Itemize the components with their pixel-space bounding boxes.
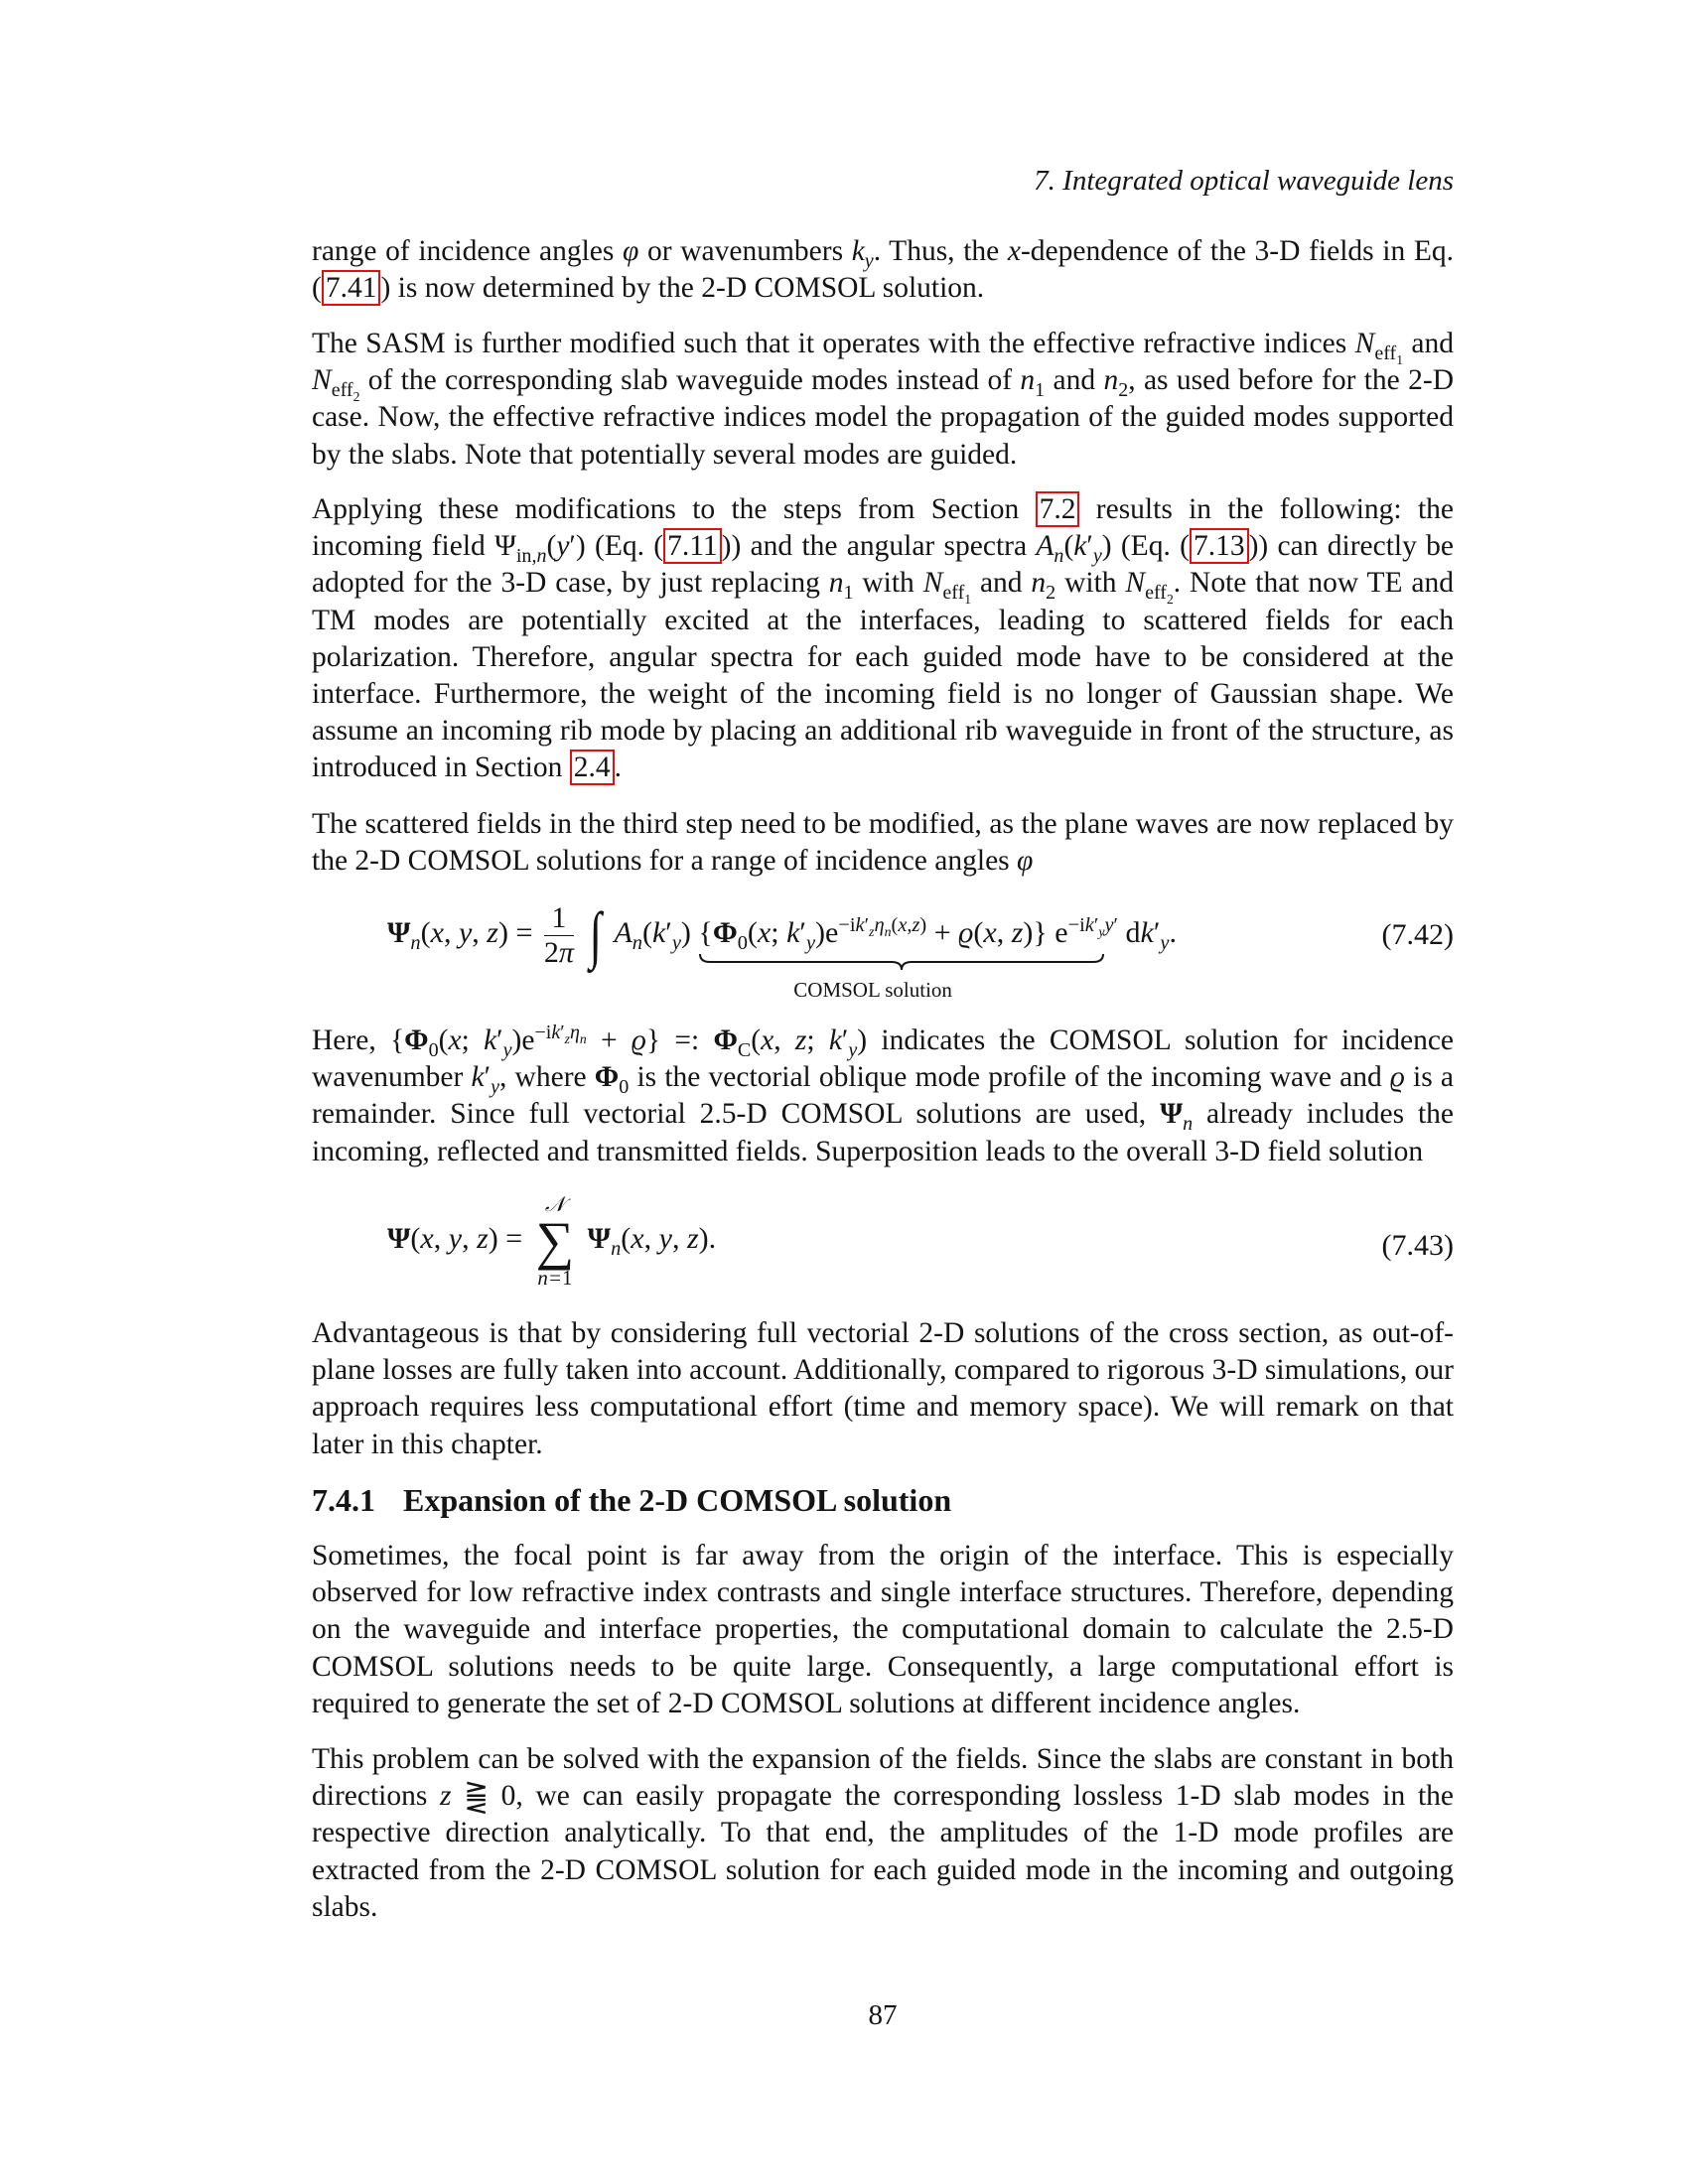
paragraph-3: Applying these modifications to the steps from Section 7.2 results in the following: the incoming field $\Psi_{in,n}(y')$ (Eq. ( 7.11 )) and the angular spectra $A_n(k'_y)$ (Eq. ( 7.13 )) can directly be adopted for the 3-D case, by just replacing $n_1$ with $N_{eff_1}$ and $n_2$ with $N_{eff_2}$. Note that now TE and TM modes are potentially excited at the interfaces, leading to scattered fields for each polarization. Therefore, angular spectra for each guided mode have to be considered at the interface. Furthermore, the weight of the incoming field is no longer of Gaussian shape. We assume an incoming rib mode by placing an additional rib waveguide in front of the structure, as introduced in Section 2.4 .	[312, 493, 1455, 784]
running-header: 7. Integrated optical waveguide lens	[1034, 165, 1454, 197]
eq-7-41-link[interactable]: 7.41	[322, 270, 381, 306]
paragraph-1: range of incidence angles φ or wavenumbers $k_y$. Thus, the x-dependence of the 3-D fields in Eq. ( 7.41 ) is now determined by the 2-D COMSOL solution.	[312, 235, 1454, 305]
section-number: 7.4.1	[312, 1482, 375, 1518]
underbrace-label: COMSOL solution	[793, 977, 952, 1002]
paragraph-8: This problem can be solved with the expansion of the fields. Since the slabs are constant in both directions z ⪌ 0, we can easily propagate the corresponding lossless 1-D slab modes in the respective direction analytically. To that end, the amplitudes of the 1-D mode profiles are extracted from the 2-D COMSOL solution for each guided mode in the incoming and outgoing slabs.	[312, 1743, 1454, 1923]
paragraph-6: Advantageous is that by considering full vectorial 2-D solutions of the cross section, as out-of-plane losses are fully taken into account. Additionally, compared to rigorous 3-D simulations, our approach requires less computational effort (time and memory space). We will remark on that later in this chapter.	[312, 1317, 1454, 1460]
equation-number-7-42: (7.42)	[1381, 918, 1454, 951]
eq-7-11-link[interactable]: 7.11	[663, 528, 722, 564]
paragraph-7: Sometimes, the focal point is far away from the origin of the interface. This is especially observed for low refractive index contrasts and single interface structures. Therefore, depending on the waveguide and interface properties, the computational domain to calculate the 2.5-D COMSOL solutions needs to be quite large. Consequently, a large computational effort is required to generate the set of 2-D COMSOL solutions at different incidence angles.	[312, 1540, 1454, 1719]
page-number: 87	[868, 1999, 898, 2031]
equation-7-42	[312, 888, 1454, 1008]
equation-number-7-43: (7.43)	[1381, 1229, 1454, 1262]
section-heading	[312, 1482, 1454, 1519]
underbrace-shape	[698, 952, 1105, 972]
section-title: Expansion of the 2-D COMSOL solution	[403, 1482, 952, 1518]
paragraph-4: The scattered fields in the third step need to be modified, as the plane waves are now replaced by the 2-D COMSOL solutions for a range of incidence angles φ	[312, 808, 1454, 878]
paragraph-2: The SASM is further modified such that it operates with the effective refractive indices $N_{eff_1}$ and $N_{eff_2}$ of the corresponding slab waveguide modes instead of $n_1$ and $n_2$, as used before for the 2-D case. Now, the effective refractive indices model the propagation of the guided modes supported by the slabs. Note that potentially several modes are guided.	[312, 328, 1455, 471]
equation-7-43-body: Ψ(x, y, z) = 𝒩 ∑ n=1 $\Psi_n(x$, y, z).	[387, 1192, 717, 1290]
section-7-2-link[interactable]: 7.2	[1036, 491, 1080, 527]
comsol-underbrace: {$\Phi_0(x$; $k'_y)e^{-ik'_z\eta_n(x,z)} + ϱ(x$, z)} COMSOL solution	[698, 916, 1047, 950]
equation-7-43	[312, 1191, 1454, 1300]
eq-7-13-link[interactable]: 7.13	[1190, 528, 1249, 564]
paragraph-5: Here, {$\Phi_0(x$; $k'_y)e^{-ik'_z\eta_n} + ϱ$} =: $\Phi_C(x$, z; $k'_y$) indicates the COMSOL solution for incidence wavenumber $k'_y$, where $\Phi_0$ is the vectorial oblique mode profile of the incoming wave and ϱ is a remainder. Since full vectorial 2.5-D COMSOL solutions are used, $\Psi_n$ already includes the incoming, reflected and transmitted fields. Superposition leads to the overall 3-D field solution	[312, 1022, 1455, 1167]
equation-7-42-body: $\Psi_n(x$, y, z) = $\frac{1}{2\pi}$ ∫ $A_n(k'_y)$ {$\Phi_0(x$; $k'_y)e^{-ik'_z\eta_n(x,z)} + ϱ(x$, z)} COMSOL solution $e^{-ik'_yy'}$ $dk'_y$.	[387, 899, 1177, 1002]
section-2-4-link[interactable]: 2.4	[570, 750, 615, 785]
